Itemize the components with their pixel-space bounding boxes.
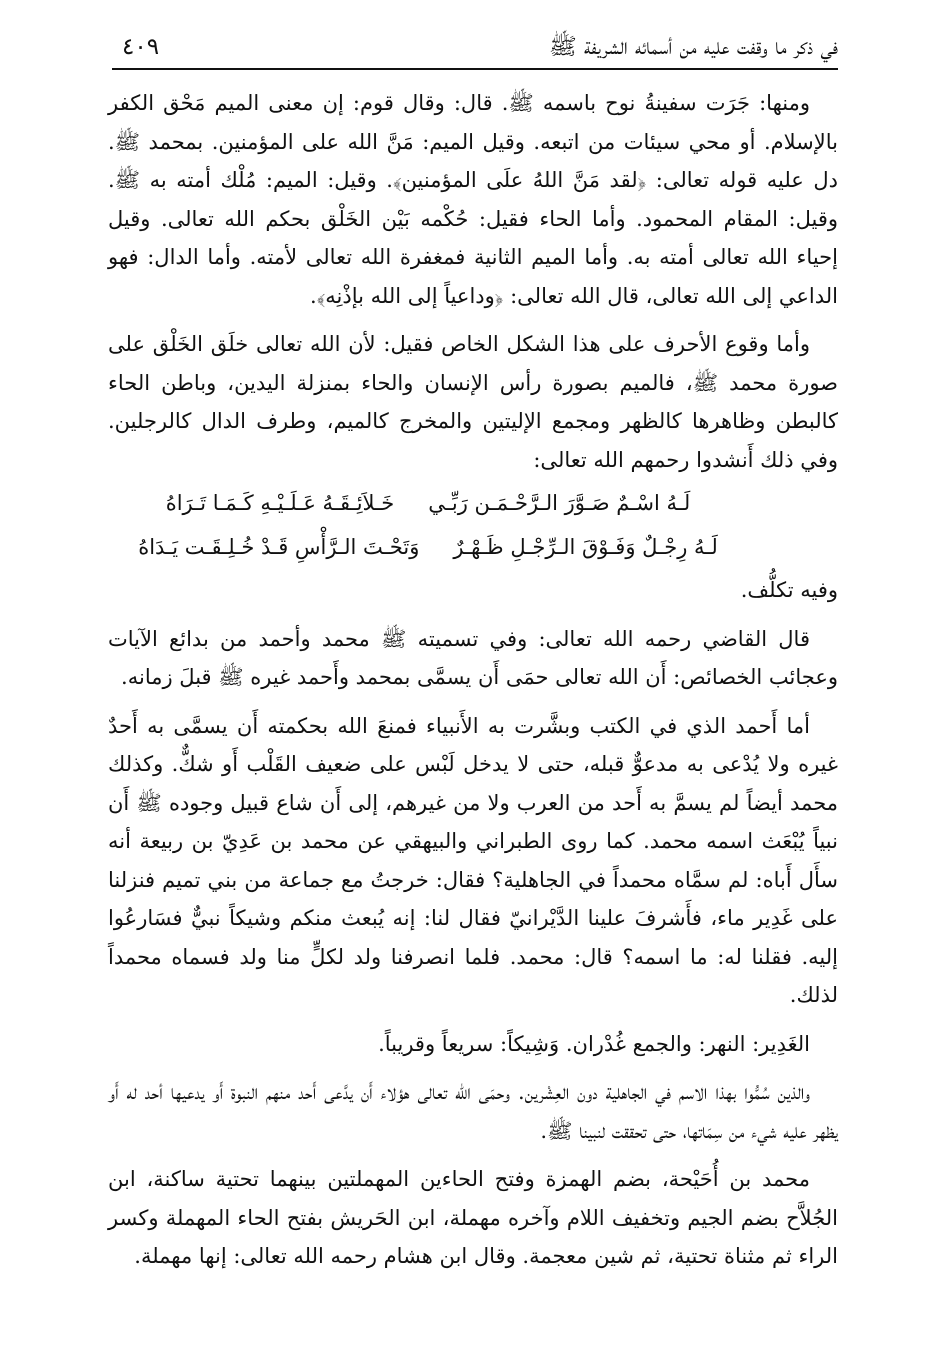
poem-verse (108, 525, 838, 569)
header-title: في ذكر ما وقفت عليه من أسمائه الشريفة ﷺ (548, 34, 838, 60)
verse-first-hemistich: لَـهُ اسْـمٌ صَـوَّرَ الـرَّحْـمَـن رَبِّـي (428, 491, 691, 515)
running-header (112, 30, 838, 70)
page-body (108, 84, 838, 1286)
poem-verse (108, 481, 838, 525)
verse-first-hemistich: لَـهُ رِجْـلٌ وَفَـوْقَ الـرِّجْـلِ ظَـهْـرٌ (453, 535, 718, 559)
paragraph-4: أما أَحمد الذي في الكتب وبشَّرت به الأَنبياء فمنعَ الله بحكمته أَن يسمَّى به أَحدٌ غيره ولا يُدْعى به مدعوٌّ قبله، حتى لا يدخل لَبْس على ضعيف القَلْب أَو شكٌّ. وكذلك محمد أيضاً لم يسمَّ به أَحد من العرب ولا من غيرهم، إلى أَن شاع قبيل وجوده ﷺ أَن نبياً يُبْعَث اسمه محمد. كما روى الطبراني والبيهقي عن محمد بن عَدِيّ بن ربيعة أنه سأَل أَباه: لم سمَّاه محمداً في الجاهلية؟ فقال: خرجتُ مع جماعة من بني تميم فنزلنا على غَدِير ماء، فأَشرفَ علينا الدَّيْرانيّ فقال لنا: إنه يُبعث منكم وشيكاً نبيٌّ فسَارعُوا إليه. فقلنا له: ما اسمه؟ قال: محمد. فلما انصرفنا ولد لكلٍّ منا ولد فسماه محمداً لذلك. (108, 713, 838, 1007)
page-number: ٤٠٩ (122, 34, 160, 60)
poem (108, 481, 838, 569)
paragraph-5: والذين سُمُّوا بهذا الاسم في الجاهلية دون العِشْرين. وحمَى الله تعالى هؤلاء أَن يدَّعى أَحد منهم النبوة أَو يدعيها أحد له أَو يظهر عليه شيء من سِمَاتها، حتى تحققت لنبينا ﷺ. (108, 1080, 838, 1143)
paragraph-1: ومنها: جَرَت سفينةُ نوح باسمه ﷺ. قال: وقال قوم: إن معنى الميم مَحْق الكفر بالإسلام. أو محي سيئات من اتبعه. وقيل الميم: مَنَّ الله على المؤمنين. بمحمد ﷺ. دل عليه قوله تعالى: ﴿لقد مَنَّ اللهُ علَى المؤمنين﴾. وقيل: الميم: مُلْك أمته به ﷺ. وقيل: المقام المحمود. وأما الحاء فقيل: حُكْمه بَيْن الخَلْق بحكم الله تعالى. وقيل إحياء الله تعالى أمته به. وأما الميم الثانية فمغفرة الله تعالى لأمته. وأما الدال: فهو الداعي إلى الله تعالى، قال الله تعالى: ﴿وداعياً إلى الله بإذْنِه﴾. (108, 91, 838, 308)
paragraph-6: محمد بن أُحَيْحة، بضم الهمزة وفتح الحاءين المهملتين بينهما تحتية ساكنة، ابن الجُلاَّح بضم الجيم وتخفيف اللام وآخره مهملة، ابن الحَريش بفتح الحاء المهملة وكسر الراء ثم مثناة تحتية، ثم شين معجمة. وقال ابن هشام رحمه الله تعالى: إنها مهملة. (108, 1167, 838, 1268)
after-poem-line: وفيه تكلُّف. (740, 578, 838, 602)
verse-second-hemistich: خَـلاَئِـقَـهُ عَـلَـيْـهِ كَـمَـا تَـرَاهُ (165, 491, 395, 515)
gloss-line: الغَدِير: النهر: والجمع غُدْران. وَشِيكاً: سريعاً وقريباً. (378, 1031, 810, 1056)
verse-second-hemistich: وَتَحْـتَ الـرَّأْسِ قَـدْ خُـلِـقَـت يَـدَاهُ (138, 535, 420, 559)
paragraph-3: قال القاضي رحمه الله تعالى: وفي تسميته ﷺ محمد وأحمد من بدائع الآيات وعجائب الخصائص: أَن الله تعالى حمَى أَن يسمَّى بمحمد وأَحمد غيره ﷺ قبلَ زمانه. (108, 626, 838, 689)
paragraph-2: وأما وقوع الأحرف على هذا الشكل الخاص فقيل: لأن الله تعالى خلَق الخَلْق على صورة محمد ﷺ، فالميم بصورة رأس الإنسان والحاء بمنزلة اليدين، وباطن الحاء كالبطن وظاهرها كالظهر ومجمع الإليتين والمخرج كالميم، وطرف الدال كالرجلين. وفي ذلك أَنشدوا رحمهم الله تعالى: (108, 332, 838, 472)
